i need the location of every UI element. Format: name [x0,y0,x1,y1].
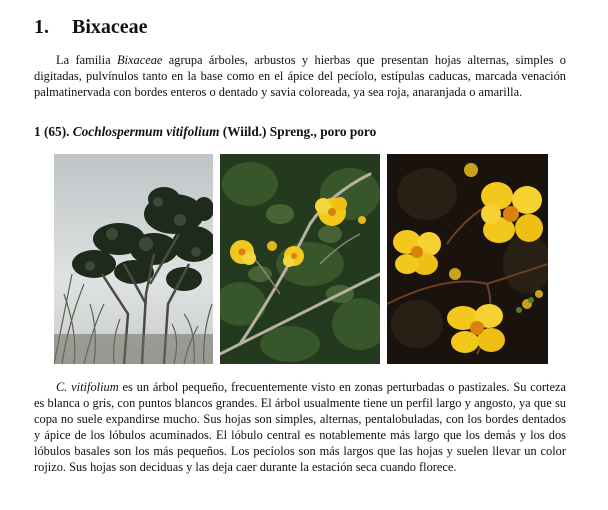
species-common-name: poro poro [320,124,377,139]
section-title: Bixaceae [72,16,148,38]
species-authority: (Wiild.) Spreng., [222,124,317,139]
family-name: Bixaceae [116,53,163,67]
species-number: 1 (65). [34,124,70,139]
intro-paragraph: La familia Bixaceae agrupa árboles, arbustos y hierbas que presentan hojas alternas, simples o digitadas, pulvínulos tanto en la base como en el ápice del pecíolo, estípulas caducas, marcada venación palmatinervada con bordes enteros o dentado y savia coloreada, ya sea roja, anaranjada o amarilla. [34,53,566,99]
species-name: Cochlospermum vitifolium [72,124,220,139]
section-heading [34,16,148,39]
photo-tree [54,154,213,364]
species-abbrev: C. vitifolium [56,380,119,394]
description-paragraph: C. vitifolium es un árbol pequeño, frecuentemente visto en zonas perturbadas o pastizales. Su corteza es blanca o gris, con puntos blancos grandes. El árbol usualmente tiene un perfil largo y angosto, ya que su copa no suele expandirse mucho. Sus hojas son simples, alternas, pentalobuladas, con los bordes dentados y ápice de los lóbulos acuminados. El lóbulo central es notablemente más largo que los demás y los dos lóbulos basales son los más pequeños. Los pecíolos son más largos que las hojas y suelen llevar un color rojizo. Sus hojas son deciduas y las deja caer durante la estación seca cuando florece. [34,380,566,474]
species-heading [34,124,376,140]
photo-flowers-branch [220,154,380,364]
photo-flowers-closeup [387,154,548,364]
section-number: 1. [34,16,49,38]
